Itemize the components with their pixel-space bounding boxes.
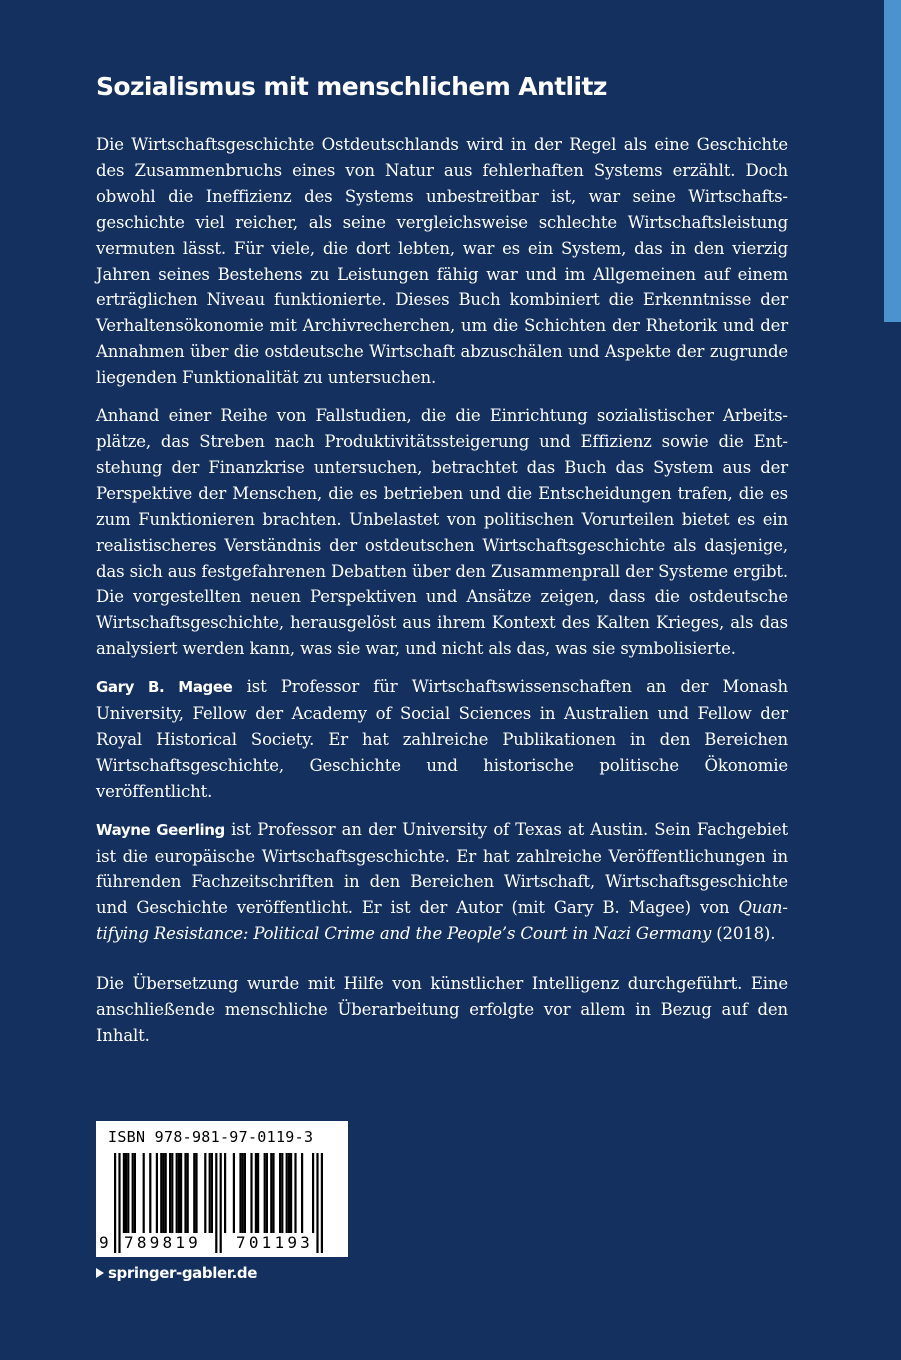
barcode-guard-bar	[215, 1153, 217, 1253]
author-name: Wayne Geerling	[96, 820, 225, 839]
barcode-bar	[125, 1153, 127, 1233]
barcode-bar	[294, 1153, 296, 1233]
barcode-bar	[160, 1153, 162, 1233]
publisher-website[interactable]	[96, 1264, 257, 1282]
barcode-bar	[239, 1153, 241, 1233]
barcode-bar	[224, 1153, 226, 1233]
barcode-bar	[180, 1153, 182, 1233]
barcode-bar	[250, 1153, 252, 1233]
barcode-bar	[279, 1153, 281, 1233]
barcode-bar	[169, 1153, 171, 1233]
barcode-bar	[132, 1153, 134, 1233]
barcode-guard-bar	[118, 1153, 120, 1253]
barcode-bar	[204, 1153, 206, 1233]
barcode-bar	[288, 1153, 290, 1233]
barcode-bar	[244, 1153, 246, 1233]
barcode-digits-right: 701193	[236, 1233, 313, 1252]
barcode-bar	[123, 1153, 125, 1233]
accent-bar	[884, 0, 901, 322]
author-bio-magee	[96, 674, 788, 805]
translation-note: Die Übersetzung wurde mit Hilfe von künstlicher Intelligenz durchgeführt. Eine anschließende menschliche Überarbeitung erfolgte vor allem in Bezug auf den Inhalt.	[96, 974, 788, 1045]
barcode-bar	[301, 1153, 303, 1233]
barcode-bar	[184, 1153, 186, 1233]
barcode-bar	[171, 1153, 173, 1233]
author-bio-geerling	[96, 817, 788, 948]
barcode-bar	[162, 1153, 164, 1233]
isbn-label: ISBN 978-981-97-0119-3	[108, 1128, 314, 1146]
book-reference-title: Quantifying Resistance: Political Crime and the People’s Court in Nazi Germany	[96, 898, 788, 944]
barcode-bar	[281, 1153, 283, 1233]
barcode-bar	[266, 1153, 268, 1233]
cover-text	[96, 70, 788, 1061]
barcode-bar	[165, 1153, 167, 1233]
barcode-bar	[286, 1153, 288, 1233]
book-title: Sozialismus mit menschlichem Antlitz	[96, 72, 607, 101]
barcode-bar	[270, 1153, 272, 1233]
isbn-barcode	[96, 1121, 348, 1257]
barcode-guard-bar	[316, 1153, 318, 1253]
author-bio-text: ist Professor für Wirtschaftswissenschaften an der Monash University, Fellow der Academy of Social Sciences in Australien und Fellow der Royal Historical Society. Er hat zahlreiche Publikationen in den Bereichen Wirtschaftsgeschichte, Geschichte und historische politische Ökonomie veröffentlicht.	[96, 677, 789, 801]
author-bio-text: ist Professor an der University of Texas at Austin. Sein Fachgebiet ist die europäische Wirtschaftsgeschichte. Er hat zahlreiche Veröffentlichungen in führenden Fachzeitschriften in den Bereichen Wirtschaft, Wirtschaftsgeschichte und Geschichte veröffentlicht. Er ist der Autor (mit Gary B. Magee) von	[96, 819, 788, 918]
barcode-bar	[149, 1153, 151, 1233]
barcode-bar	[195, 1153, 197, 1233]
barcode-bar	[257, 1153, 259, 1233]
barcode-bar	[187, 1153, 189, 1233]
barcode-bar	[211, 1153, 213, 1233]
barcode-guard-bar	[114, 1153, 116, 1253]
website-label: springer-gabler.de	[108, 1264, 257, 1282]
barcode-digits-left: 789819	[124, 1233, 201, 1252]
barcode-bar	[143, 1153, 145, 1233]
barcode-bar	[134, 1153, 136, 1233]
barcode-bar	[242, 1153, 244, 1233]
blurb-paragraph-1: Die Wirtschaftsgeschichte Ostdeutschlands wird in der Regel als eine Geschichte des Zusammenbruchs eines von Natur aus fehlerhaften Systems erzählt. Doch obwohl die Ineffizienz des Systems unbestreitbar ist, war seine Wirtschaftsgeschichte viel reicher, als seine vergleichsweise schlechte Wirtschaftsleistung vermuten lässt. Für viele, die dort lebten, war es ein System, das in den vierzig Jahren seines Bestehens zu Leistungen fähig war und im Allgemeinen auf einem erträglichen Niveau funktionierte. Dieses Buch kombiniert die Erkenntnisse der Verhaltensökonomie mit Archivrecherchen, um die Schichten der Rhetorik und der Annahmen über die ostdeutsche Wirtschaft abzuschälen und Aspekte der zugrunde liegenden Funktionalität zu untersuchen.	[96, 135, 788, 388]
barcode-bar	[290, 1153, 292, 1233]
barcode-bar	[193, 1153, 195, 1233]
barcode-bar	[272, 1153, 274, 1233]
triangle-right-icon	[96, 1268, 104, 1278]
barcode-bar	[156, 1153, 158, 1233]
barcode-bar	[312, 1153, 314, 1233]
barcode-digit-first: 9	[99, 1233, 109, 1252]
barcode-guard-bar	[220, 1153, 222, 1253]
barcode-guard-bar	[321, 1153, 323, 1253]
barcode-bar	[255, 1153, 257, 1233]
barcode-bar	[209, 1153, 211, 1233]
barcode-bar	[264, 1153, 266, 1233]
book-reference-year: (2018).	[711, 924, 776, 944]
blurb-paragraph-2: Anhand einer Reihe von Fallstudien, die die Einrichtung sozialistischer Arbeitsplätze, das Streben nach Produktivitätssteigerung und Effizienz sowie die Entstehung der Finanzkrise untersuchen, betrachtet das Buch das System aus der Perspektive der Menschen, die es betrieben und die Entscheidungen trafen, die es zum Funktionieren brachten. Unbelastet von politischen Vorurteilen bietet es ein realistischeres Verständnis der ostdeutschen Wirtschaftsgeschichte als dasjenige, das sich aus festgefahrenen Debatten über den Zusammenprall der Systeme ergibt. Die vorgestellten neuen Perspektiven und Ansätze zeigen, dass die ostdeutsche Wirtschaftsgeschichte, herausgelöst aus ihrem Kontext des Kalten Krieges, als das analysiert werden kann, was sie war, und nicht als das, was sie symbolisierte.	[96, 406, 788, 659]
author-name: Gary B. Magee	[96, 678, 233, 697]
barcode-bar	[178, 1153, 180, 1233]
barcode-bar	[233, 1153, 235, 1233]
barcode-bar	[176, 1153, 178, 1233]
barcode-bar	[127, 1153, 129, 1233]
